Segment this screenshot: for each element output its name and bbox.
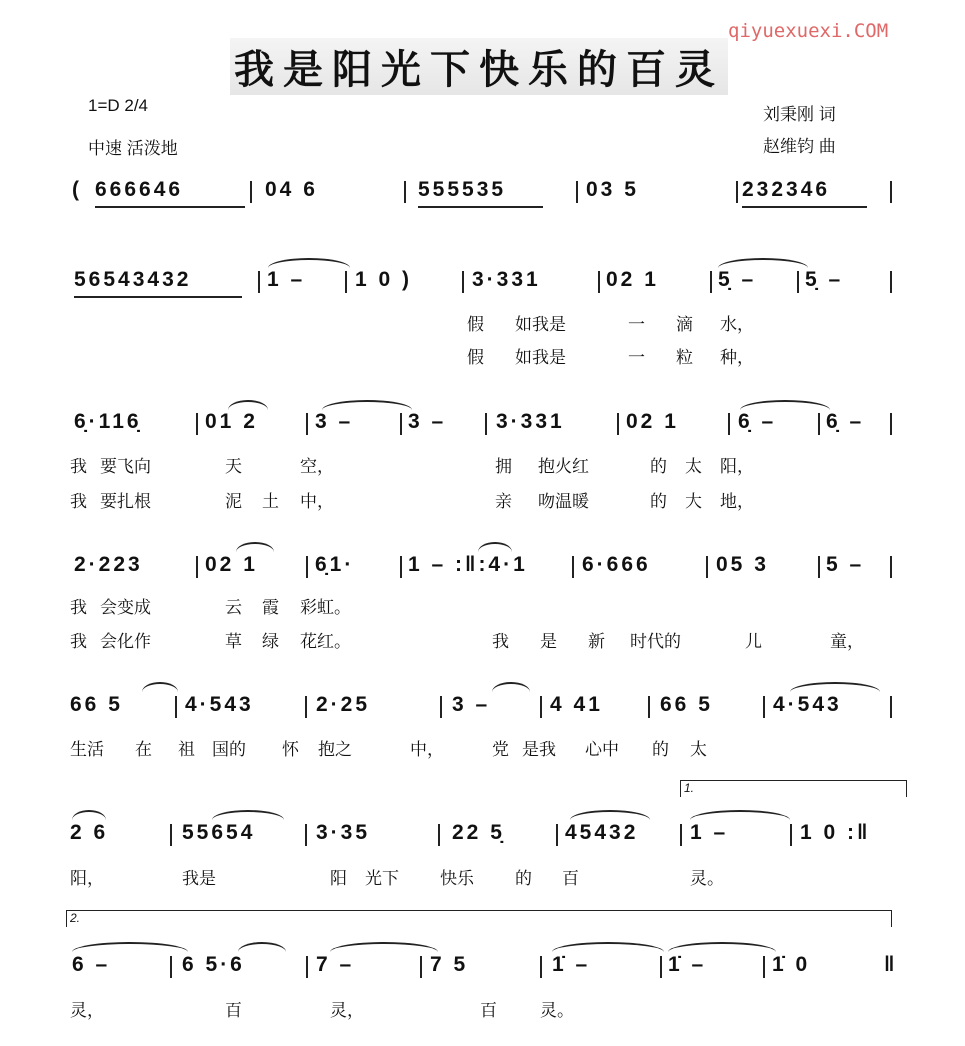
volta-label: 2. xyxy=(70,911,81,925)
measure: 02 1 xyxy=(606,268,659,291)
barline xyxy=(540,696,542,718)
barline xyxy=(763,956,765,978)
barline xyxy=(797,271,799,293)
lyric: 的 xyxy=(650,457,667,477)
tie xyxy=(690,810,790,820)
lyric: 抱火红 xyxy=(538,457,589,477)
lyric: 花红。 xyxy=(300,632,351,652)
lyric: 太 xyxy=(685,457,702,477)
lyric: 泥 xyxy=(225,492,242,512)
lyric: 阳， xyxy=(70,869,104,889)
measure: 6̣ – xyxy=(826,410,865,433)
barline xyxy=(818,556,820,578)
measure: 6̣·116̣ xyxy=(74,410,142,433)
measure: 3·331 xyxy=(472,268,541,291)
measure: ( xyxy=(72,178,82,201)
lyric: 水， xyxy=(720,315,754,335)
barline xyxy=(305,696,307,718)
lyric: 云 xyxy=(225,598,242,618)
barline xyxy=(710,271,712,293)
measure: 2·25 xyxy=(316,693,371,716)
tie xyxy=(72,942,188,952)
slur xyxy=(570,810,650,820)
lyric: 心中 xyxy=(585,740,619,760)
barline xyxy=(306,956,308,978)
barline xyxy=(890,271,892,293)
barline xyxy=(485,413,487,435)
measure: 5̣ – xyxy=(718,268,757,291)
measure: 5̣ – xyxy=(805,268,844,291)
barline xyxy=(572,556,574,578)
measure: 04 6 xyxy=(265,178,318,201)
tie xyxy=(268,258,350,268)
lyric: 灵。 xyxy=(690,869,724,889)
lyric: 百 xyxy=(480,1001,497,1021)
lyric: 在 xyxy=(135,740,152,760)
lyric: 的 xyxy=(515,869,532,889)
lyric: 儿 xyxy=(745,632,762,652)
lyric: 阳 xyxy=(330,869,347,889)
measure: 56543432 xyxy=(74,268,192,291)
barline xyxy=(648,696,650,718)
lyric: 要飞向 xyxy=(100,457,151,477)
barline xyxy=(404,181,406,203)
lyric: 太 xyxy=(690,740,707,760)
measure: 3 – xyxy=(315,410,354,433)
tie xyxy=(718,258,808,268)
lyric: 假 xyxy=(467,315,484,335)
lyric: 百 xyxy=(225,1001,242,1021)
lyric: 一 xyxy=(628,315,645,335)
barline xyxy=(306,413,308,435)
measure: 6 – xyxy=(72,953,111,976)
lyric: 地， xyxy=(720,492,754,512)
lyric: 抱之 xyxy=(318,740,352,760)
lyric: 亲 xyxy=(495,492,512,512)
barline xyxy=(420,956,422,978)
composer-credit: 赵维钧 曲 xyxy=(763,137,836,156)
lyric: 绿 xyxy=(262,632,279,652)
slur xyxy=(492,682,530,692)
watermark: qiyuexuexi.COM xyxy=(728,20,889,42)
second-ending-bracket xyxy=(66,910,892,927)
measure: 45432 xyxy=(565,821,639,844)
lyric: 如我是 xyxy=(515,315,566,335)
lyric: 国的 xyxy=(212,740,246,760)
lyric: 会化作 xyxy=(100,632,151,652)
barline xyxy=(440,696,442,718)
song-title: 我是阳光下快乐的百灵 xyxy=(230,38,728,95)
measure: 5 – xyxy=(826,553,865,576)
lyric: 党 xyxy=(492,740,509,760)
lyric: 种， xyxy=(720,348,754,368)
lyric: 光下 xyxy=(365,869,399,889)
lyric: 我 xyxy=(70,598,87,618)
lyric: 天 xyxy=(225,457,242,477)
measure: 1 0 :‖ xyxy=(800,821,871,844)
beam xyxy=(742,206,867,208)
measure: 2 6 xyxy=(70,821,109,844)
lyric: 拥 xyxy=(495,457,512,477)
measure: 3·35 xyxy=(316,821,371,844)
barline xyxy=(345,271,347,293)
barline xyxy=(706,556,708,578)
tie xyxy=(668,942,776,952)
measure: 7 5 xyxy=(430,953,469,976)
lyric: 草 xyxy=(225,632,242,652)
measure: 1̇ – xyxy=(552,953,591,976)
lyric: 童， xyxy=(830,632,864,652)
barline xyxy=(790,824,792,846)
beam xyxy=(418,206,543,208)
lyric: 我 xyxy=(70,632,87,652)
lyric: 要扎根 xyxy=(100,492,151,512)
barline xyxy=(617,413,619,435)
barline xyxy=(196,556,198,578)
barline xyxy=(660,956,662,978)
measure: 02 1 xyxy=(205,553,258,576)
lyric: 大 xyxy=(685,492,702,512)
measure: 6·666 xyxy=(582,553,651,576)
lyric: 中， xyxy=(410,740,444,760)
measure: 01 2 xyxy=(205,410,258,433)
slur xyxy=(228,400,268,410)
lyric: 阳， xyxy=(720,457,754,477)
slur xyxy=(238,942,286,952)
barline xyxy=(576,181,578,203)
barline xyxy=(728,413,730,435)
lyric: 假 xyxy=(467,348,484,368)
barline xyxy=(258,271,260,293)
barline xyxy=(598,271,600,293)
lyric: 我 xyxy=(492,632,509,652)
lyric: 我是 xyxy=(182,869,216,889)
lyric: 中， xyxy=(300,492,334,512)
lyricist-credit: 刘秉刚 词 xyxy=(763,105,836,124)
lyric: 彩虹。 xyxy=(300,598,351,618)
lyric: 快乐 xyxy=(440,869,474,889)
measure: 66 5 xyxy=(660,693,713,716)
beam xyxy=(95,206,245,208)
measure: 4·543 xyxy=(185,693,254,716)
measure: 6̣1· xyxy=(315,553,355,576)
slur xyxy=(212,810,284,820)
measure: 3 – xyxy=(408,410,447,433)
lyric: 滴 xyxy=(676,315,693,335)
slur xyxy=(236,542,274,552)
measure: 3·331 xyxy=(496,410,565,433)
barline xyxy=(170,824,172,846)
measure: 555535 xyxy=(418,178,507,201)
measure: 03 5 xyxy=(586,178,639,201)
measure: 1 – xyxy=(690,821,729,844)
barline xyxy=(556,824,558,846)
measure: 55654 xyxy=(182,821,256,844)
lyric: 怀 xyxy=(282,740,299,760)
measure: 7 – xyxy=(316,953,355,976)
beam xyxy=(74,296,242,298)
measure: 4 41 xyxy=(550,693,603,716)
lyric: 是 xyxy=(540,632,557,652)
barline xyxy=(305,824,307,846)
lyric: 我 xyxy=(70,457,87,477)
barline xyxy=(462,271,464,293)
lyric: 我 xyxy=(70,492,87,512)
lyric: 吻温暖 xyxy=(538,492,589,512)
lyric: 空， xyxy=(300,457,334,477)
tempo-marking: 中速 活泼地 xyxy=(88,139,178,158)
barline xyxy=(680,824,682,846)
lyric: 如我是 xyxy=(515,348,566,368)
lyric: 是我 xyxy=(522,740,556,760)
repeat-start-measure: :‖:4·1 xyxy=(455,553,528,576)
measure: 1 – xyxy=(267,268,306,291)
volta-label: 1. xyxy=(684,781,695,795)
final-barline: ‖ xyxy=(884,953,898,976)
key-signature: 1=D 2/4 xyxy=(88,96,149,115)
lyric: 的 xyxy=(650,492,667,512)
measure: 232346 xyxy=(742,178,831,201)
slur xyxy=(478,542,512,552)
measure: 3 – xyxy=(452,693,491,716)
measure: 666646 xyxy=(95,178,184,201)
barline xyxy=(736,181,738,203)
measure: 6 5·6 xyxy=(182,953,245,976)
barline xyxy=(890,181,892,203)
first-ending-bracket xyxy=(680,780,907,797)
measure: 22 5̣ xyxy=(452,821,505,844)
measure: 02 1 xyxy=(626,410,679,433)
measure: 05 3 xyxy=(716,553,769,576)
lyric: 祖 xyxy=(178,740,195,760)
measure: 1̇ – xyxy=(668,953,707,976)
tie xyxy=(740,400,830,410)
barline xyxy=(400,556,402,578)
tie xyxy=(330,942,438,952)
barline xyxy=(175,696,177,718)
lyric: 一 xyxy=(628,348,645,368)
barline xyxy=(196,413,198,435)
measure: 6̣ – xyxy=(738,410,777,433)
measure: 1̇ 0 xyxy=(772,953,811,976)
measure: 2·223 xyxy=(74,553,143,576)
barline xyxy=(306,556,308,578)
measure: 4·543 xyxy=(773,693,842,716)
lyric: 的 xyxy=(652,740,669,760)
lyric: 灵， xyxy=(70,1001,104,1021)
lyric: 粒 xyxy=(676,348,693,368)
barline xyxy=(890,696,892,718)
barline xyxy=(818,413,820,435)
lyric: 百 xyxy=(562,869,579,889)
measure: 66 5 xyxy=(70,693,123,716)
lyric: 生活 xyxy=(70,740,104,760)
slur xyxy=(790,682,880,692)
lyric: 土 xyxy=(262,492,279,512)
barline xyxy=(540,956,542,978)
barline xyxy=(400,413,402,435)
barline xyxy=(170,956,172,978)
lyric: 灵。 xyxy=(540,1001,574,1021)
measure: 1 0 ) xyxy=(355,268,413,291)
lyric: 灵， xyxy=(330,1001,364,1021)
barline xyxy=(763,696,765,718)
barline xyxy=(890,413,892,435)
lyric: 会变成 xyxy=(100,598,151,618)
slur xyxy=(72,810,106,820)
barline xyxy=(890,556,892,578)
barline xyxy=(438,824,440,846)
barline xyxy=(250,181,252,203)
lyric: 霞 xyxy=(262,598,279,618)
lyric: 新 xyxy=(588,632,605,652)
tie xyxy=(322,400,412,410)
measure: 1 – xyxy=(408,553,447,576)
slur xyxy=(142,682,178,692)
lyric: 时代的 xyxy=(630,632,681,652)
tie xyxy=(552,942,664,952)
